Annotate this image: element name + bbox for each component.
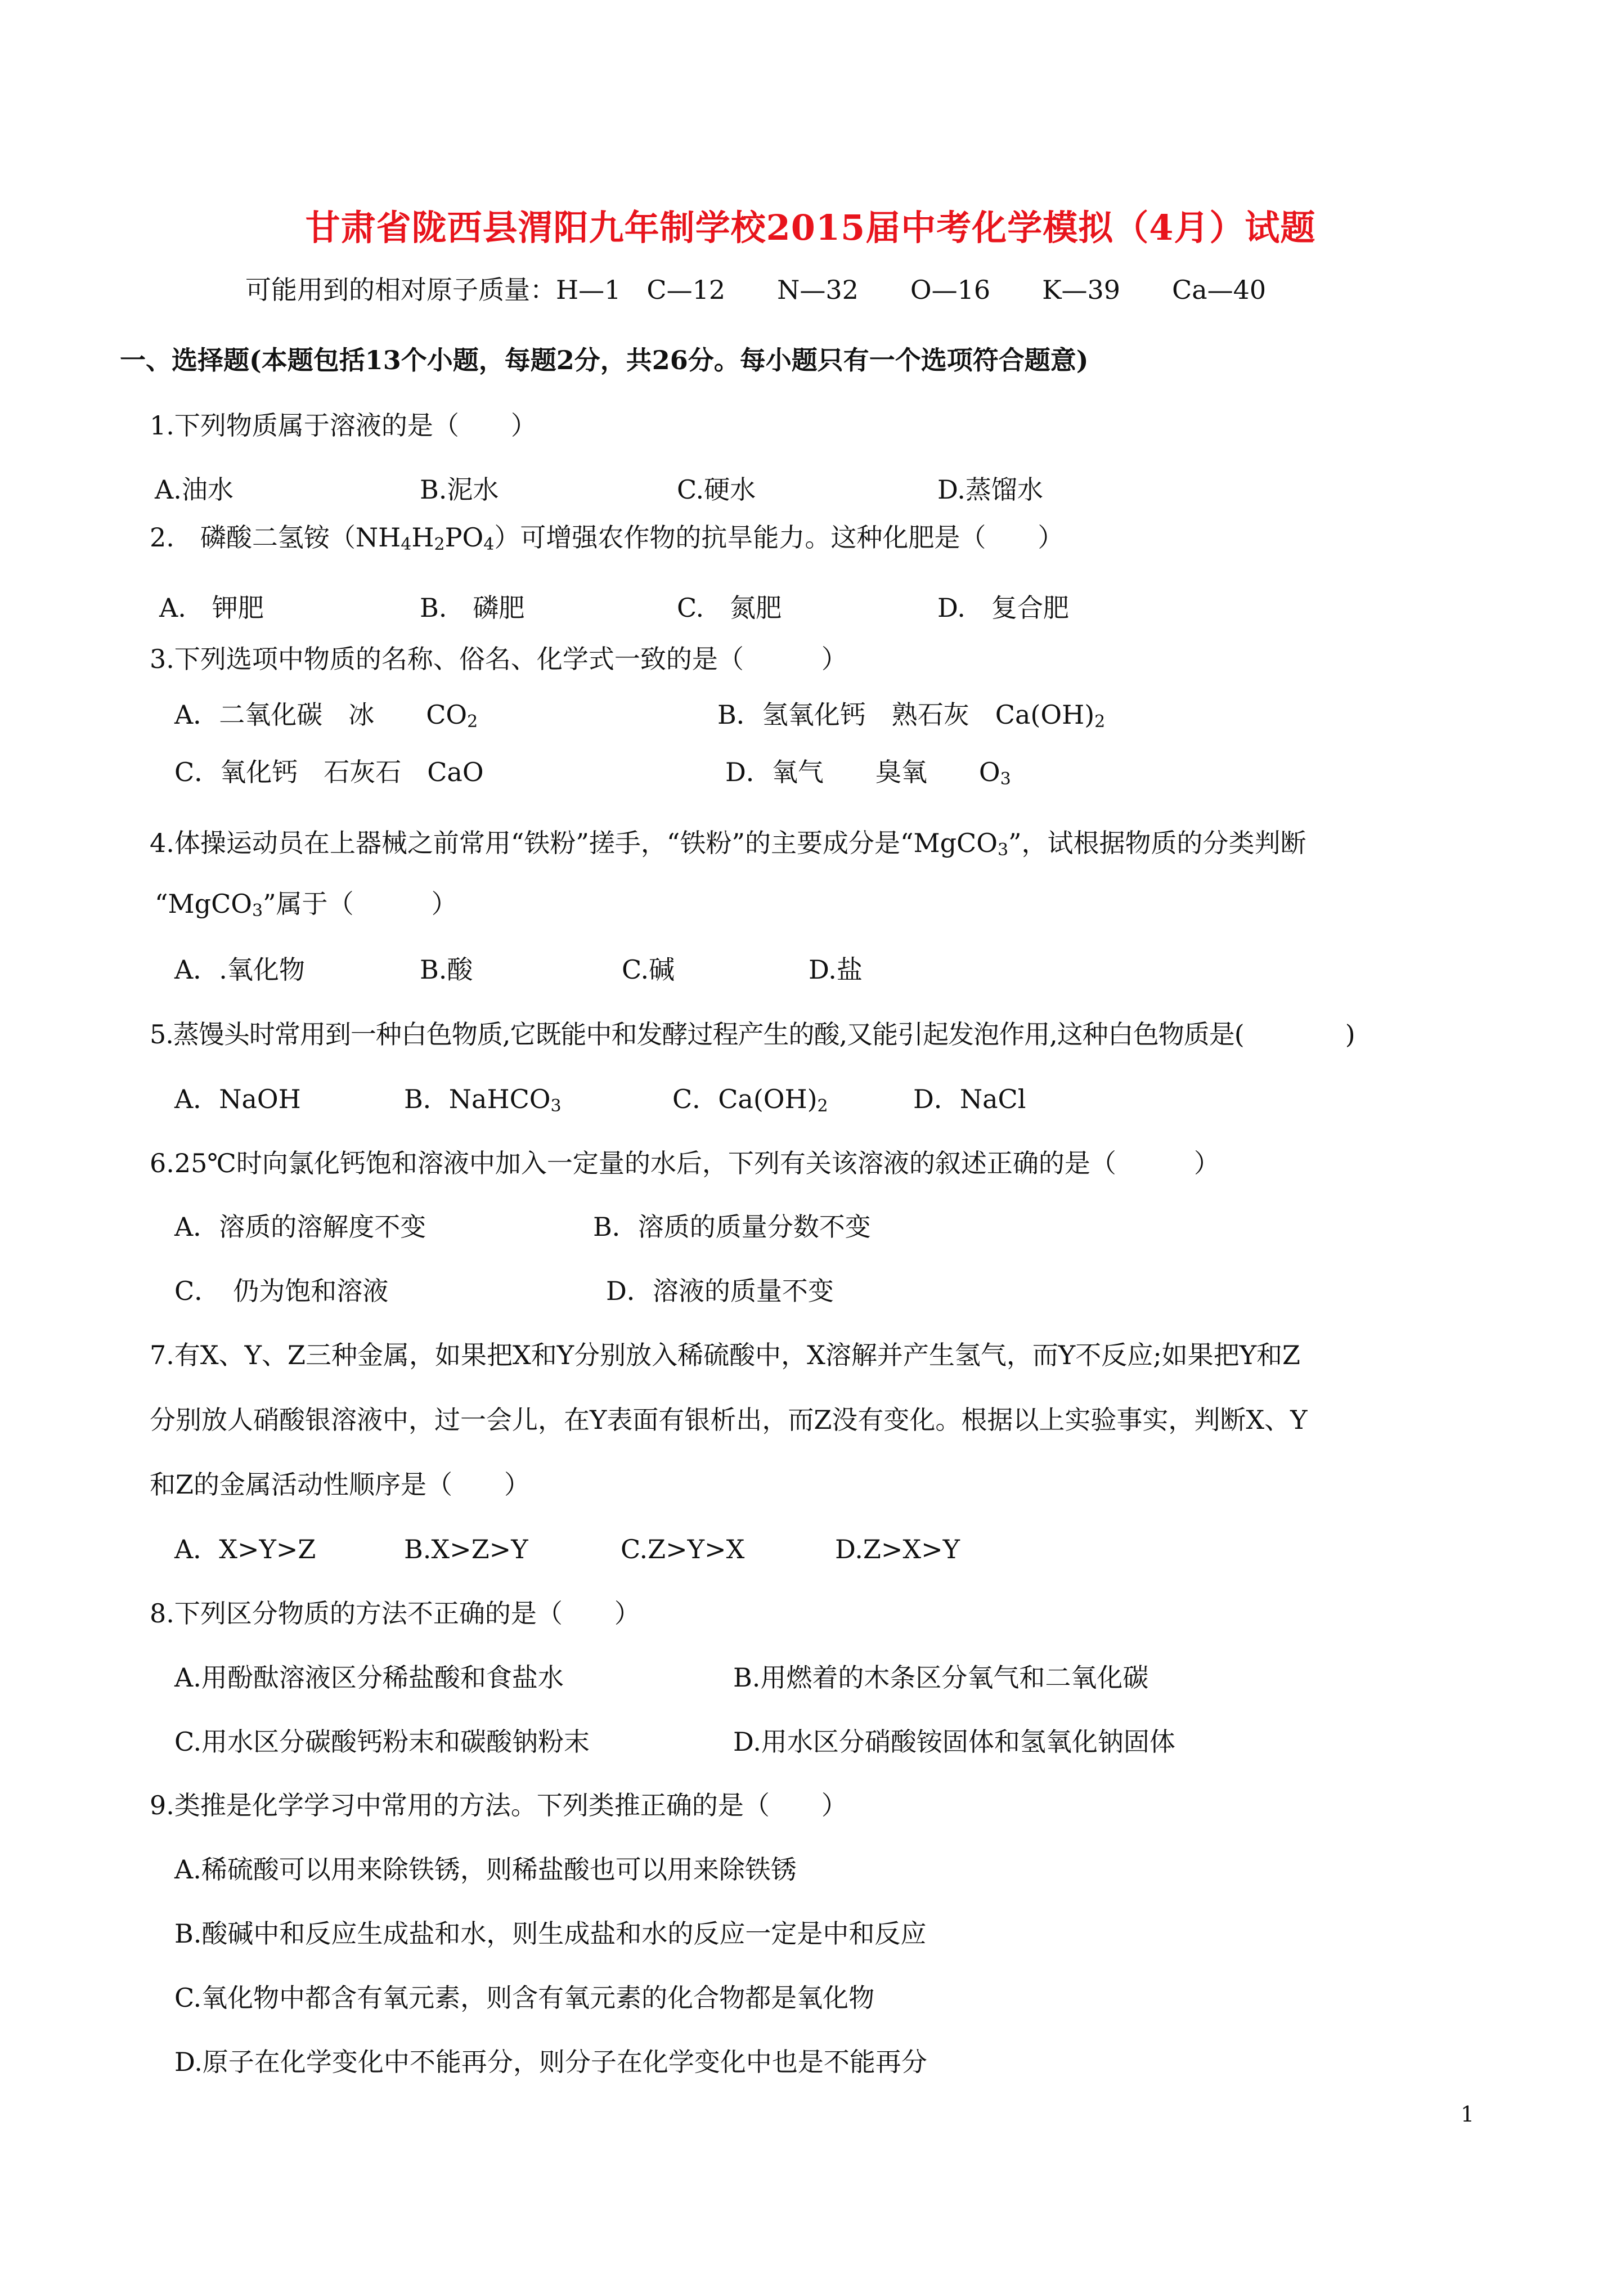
q2-sub-1: 4: [401, 535, 412, 554]
q8-option-c: C.用水区分碳酸钙粉末和碳酸钠粉末: [174, 1727, 590, 1757]
q2-option-c: C. 氮肥: [677, 593, 782, 623]
q5-b-sub: 3: [550, 1096, 562, 1116]
q5-c-sub: 2: [817, 1096, 828, 1116]
question-2-stem: [150, 521, 1063, 554]
q5-option-c: [672, 1082, 828, 1116]
question-7-line-3: 和Z的金属活动性顺序是（ ）: [150, 1469, 530, 1500]
question-1-stem: 1.下列物质属于溶液的是（ ）: [150, 410, 537, 441]
q2-stem-pre: 2. 磷酸二氢铵（NH: [150, 522, 401, 553]
q5-option-d: D．NaCl: [913, 1084, 1026, 1114]
q3-option-d: [725, 755, 1011, 789]
q4-option-a: A．.氧化物: [174, 954, 305, 985]
q1-option-a: A.油水: [155, 474, 234, 505]
question-4-line-2: [155, 887, 457, 921]
page-number: 1: [1461, 2102, 1475, 2127]
q4-line1-post: ”，试根据物质的分类判断: [1008, 828, 1306, 858]
q4-option-d: D.盐: [809, 954, 863, 985]
q3-d-text: D．氧气 臭氧 O: [725, 757, 1000, 787]
question-4-line-1: [150, 826, 1306, 860]
q2-option-b: B. 磷肥: [420, 593, 525, 623]
q4-line1-pre: 4.体操运动员在上器械之前常用“铁粉”搓手，“铁粉”的主要成分是“MgCO: [150, 828, 998, 858]
q7-option-a: A．X>Y>Z: [174, 1534, 316, 1564]
q3-d-sub: 3: [1000, 769, 1011, 789]
q8-option-a: A.用酚酞溶液区分稀盐酸和食盐水: [174, 1662, 564, 1693]
question-9-stem: 9.类推是化学学习中常用的方法。下列类推正确的是（ ）: [150, 1790, 847, 1820]
q2-mid-1: H: [411, 522, 434, 553]
q5-b-text: B．NaHCO: [404, 1084, 551, 1114]
q4-line1-sub: 3: [997, 840, 1009, 860]
q2-mid-2: PO: [444, 522, 484, 553]
q5-option-b: [404, 1082, 562, 1116]
q3-b-text: B．氢氧化钙 熟石灰 Ca(OH): [717, 699, 1095, 730]
q5-option-a: A．NaOH: [174, 1084, 301, 1114]
q4-line2-sub: 3: [252, 901, 263, 921]
q6-option-c: C． 仍为饱和溶液: [174, 1276, 389, 1306]
q4-line2-pre: “MgCO: [155, 889, 252, 919]
q4-option-c: C.碱: [622, 954, 675, 985]
q2-option-a: A. 钾肥: [159, 593, 264, 623]
section-heading: 一、选择题(本题包括13个小题，每题2分，共26分。每小题只有一个选项符合题意): [120, 345, 1089, 375]
question-7-line-1: 7.有X、Y、Z三种金属，如果把X和Y分别放入稀硫酸中，X溶解并产生氢气，而Y不反应;如果把Y和Z: [150, 1340, 1301, 1370]
q6-option-d: D．溶液的质量不变: [606, 1276, 834, 1306]
q3-a-sub: 2: [467, 712, 478, 732]
question-8-stem: 8.下列区分物质的方法不正确的是（ ）: [150, 1598, 640, 1629]
q1-option-b: B.泥水: [420, 474, 499, 505]
q9-option-b: B.酸碱中和反应生成盐和水，则生成盐和水的反应一定是中和反应: [174, 1918, 927, 1949]
question-5-stem: 5.蒸馒头时常用到一种白色物质,它既能中和发酵过程产生的酸,又能引起发泡作用,这种白色物质是( ): [150, 1019, 1355, 1050]
exam-title: 甘肃省陇西县渭阳九年制学校2015届中考化学模拟（4月）试题: [305, 207, 1316, 248]
q2-sub-2: 2: [434, 535, 445, 554]
q2-stem-post: ）可增强农作物的抗旱能力。这种化肥是（ ）: [494, 522, 1064, 553]
q3-option-b: [717, 698, 1105, 732]
q8-option-b: B.用燃着的木条区分氧气和二氧化碳: [733, 1662, 1149, 1693]
q8-option-d: D.用水区分硝酸铵固体和氢氧化钠固体: [733, 1727, 1175, 1757]
q1-option-d: D.蒸馏水: [937, 474, 1043, 505]
q9-option-a: A.稀硫酸可以用来除铁锈，则稀盐酸也可以用来除铁锈: [174, 1854, 797, 1885]
question-7-line-2: 分别放人硝酸银溶液中，过一会儿，在Y表面有银析出，而Z没有变化。根据以上实验事实，判断X、Y: [150, 1405, 1308, 1435]
q3-b-sub: 2: [1094, 712, 1106, 732]
question-6-stem: 6.25℃时向氯化钙饱和溶液中加入一定量的水后，下列有关该溶液的叙述正确的是（ ）: [150, 1148, 1220, 1178]
q6-option-a: A．溶质的溶解度不变: [174, 1212, 426, 1242]
q1-option-c: C.硬水: [677, 474, 756, 505]
q7-option-b: B.X>Z>Y: [404, 1534, 528, 1564]
atomic-masses: 可能用到的相对原子质量：H—1 C—12 N—32 O—16 K—39 Ca—40: [245, 275, 1267, 305]
q2-sub-3: 4: [483, 535, 495, 554]
q2-option-d: D. 复合肥: [937, 593, 1069, 623]
question-3-stem: 3.下列选项中物质的名称、俗名、化学式一致的是（ ）: [150, 644, 847, 674]
q4-line2-post: ”属于（ ）: [263, 889, 457, 919]
q9-option-d: D.原子在化学变化中不能再分，则分子在化学变化中也是不能再分: [174, 2047, 927, 2077]
q3-option-c: C．氧化钙 石灰石 CaO: [174, 757, 484, 787]
q3-option-a: [174, 698, 478, 732]
q3-a-text: A．二氧化碳 冰 CO: [174, 699, 468, 730]
q7-option-c: C.Z>Y>X: [621, 1534, 745, 1564]
q6-option-b: B．溶质的质量分数不变: [593, 1212, 871, 1242]
q9-option-c: C.氧化物中都含有氧元素，则含有氧元素的化合物都是氧化物: [174, 1983, 875, 2013]
q5-c-text: C．Ca(OH): [672, 1084, 818, 1114]
q7-option-d: D.Z>X>Y: [835, 1534, 960, 1564]
q4-option-b: B.酸: [420, 954, 473, 985]
